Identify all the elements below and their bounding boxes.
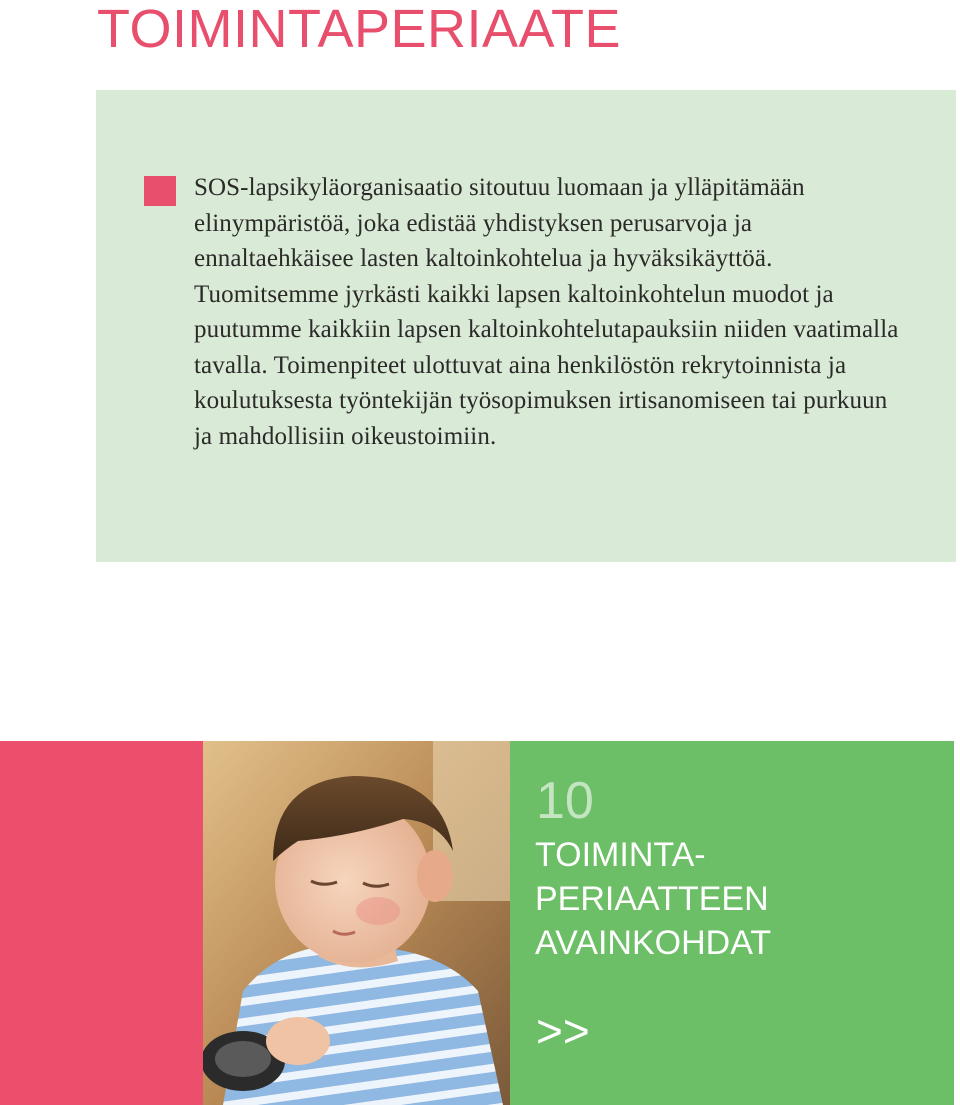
- chapter-title-line: PERIAATTEEN: [535, 880, 769, 918]
- intro-paragraph: SOS-lapsikyläorganisaatio sitoutuu luomaan ja ylläpitämään elinympäristöä, joka edistää yhdistyksen perusarvoja ja ennaltaehkäisee lasten kaltoinkohtelua ja hyväksikäyttöä. Tuomitsemme jyrkästi kaikki lapsen kaltoinkohtelun muodot ja puutumme kaikkiin lapsen kaltoinkohtelutapauksiin niiden vaatimalla tavalla. Toimenpiteet ulottuvat aina henkilöstön rekrytoinnista ja koulutuksesta työntekijän työsopimuksen irtisanomiseen tai purkuun ja mahdollisiin oikeustoimiin.: [194, 174, 899, 450]
- bullet-square-icon: [144, 176, 176, 206]
- chapter-title-line: AVAINKOHDAT: [535, 924, 772, 962]
- next-page-arrow-icon[interactable]: >>: [536, 1005, 590, 1057]
- chapter-number: 10: [536, 772, 594, 830]
- chapter-title: [535, 833, 935, 965]
- chapter-title-line: TOIMINTA-: [535, 836, 706, 874]
- child-photo: [203, 741, 510, 1105]
- chapter-panel: [510, 741, 954, 1105]
- intro-panel: [96, 90, 956, 562]
- decorative-pink-band: [0, 741, 203, 1105]
- page-title: TOIMINTAPERIAATE: [97, 0, 622, 59]
